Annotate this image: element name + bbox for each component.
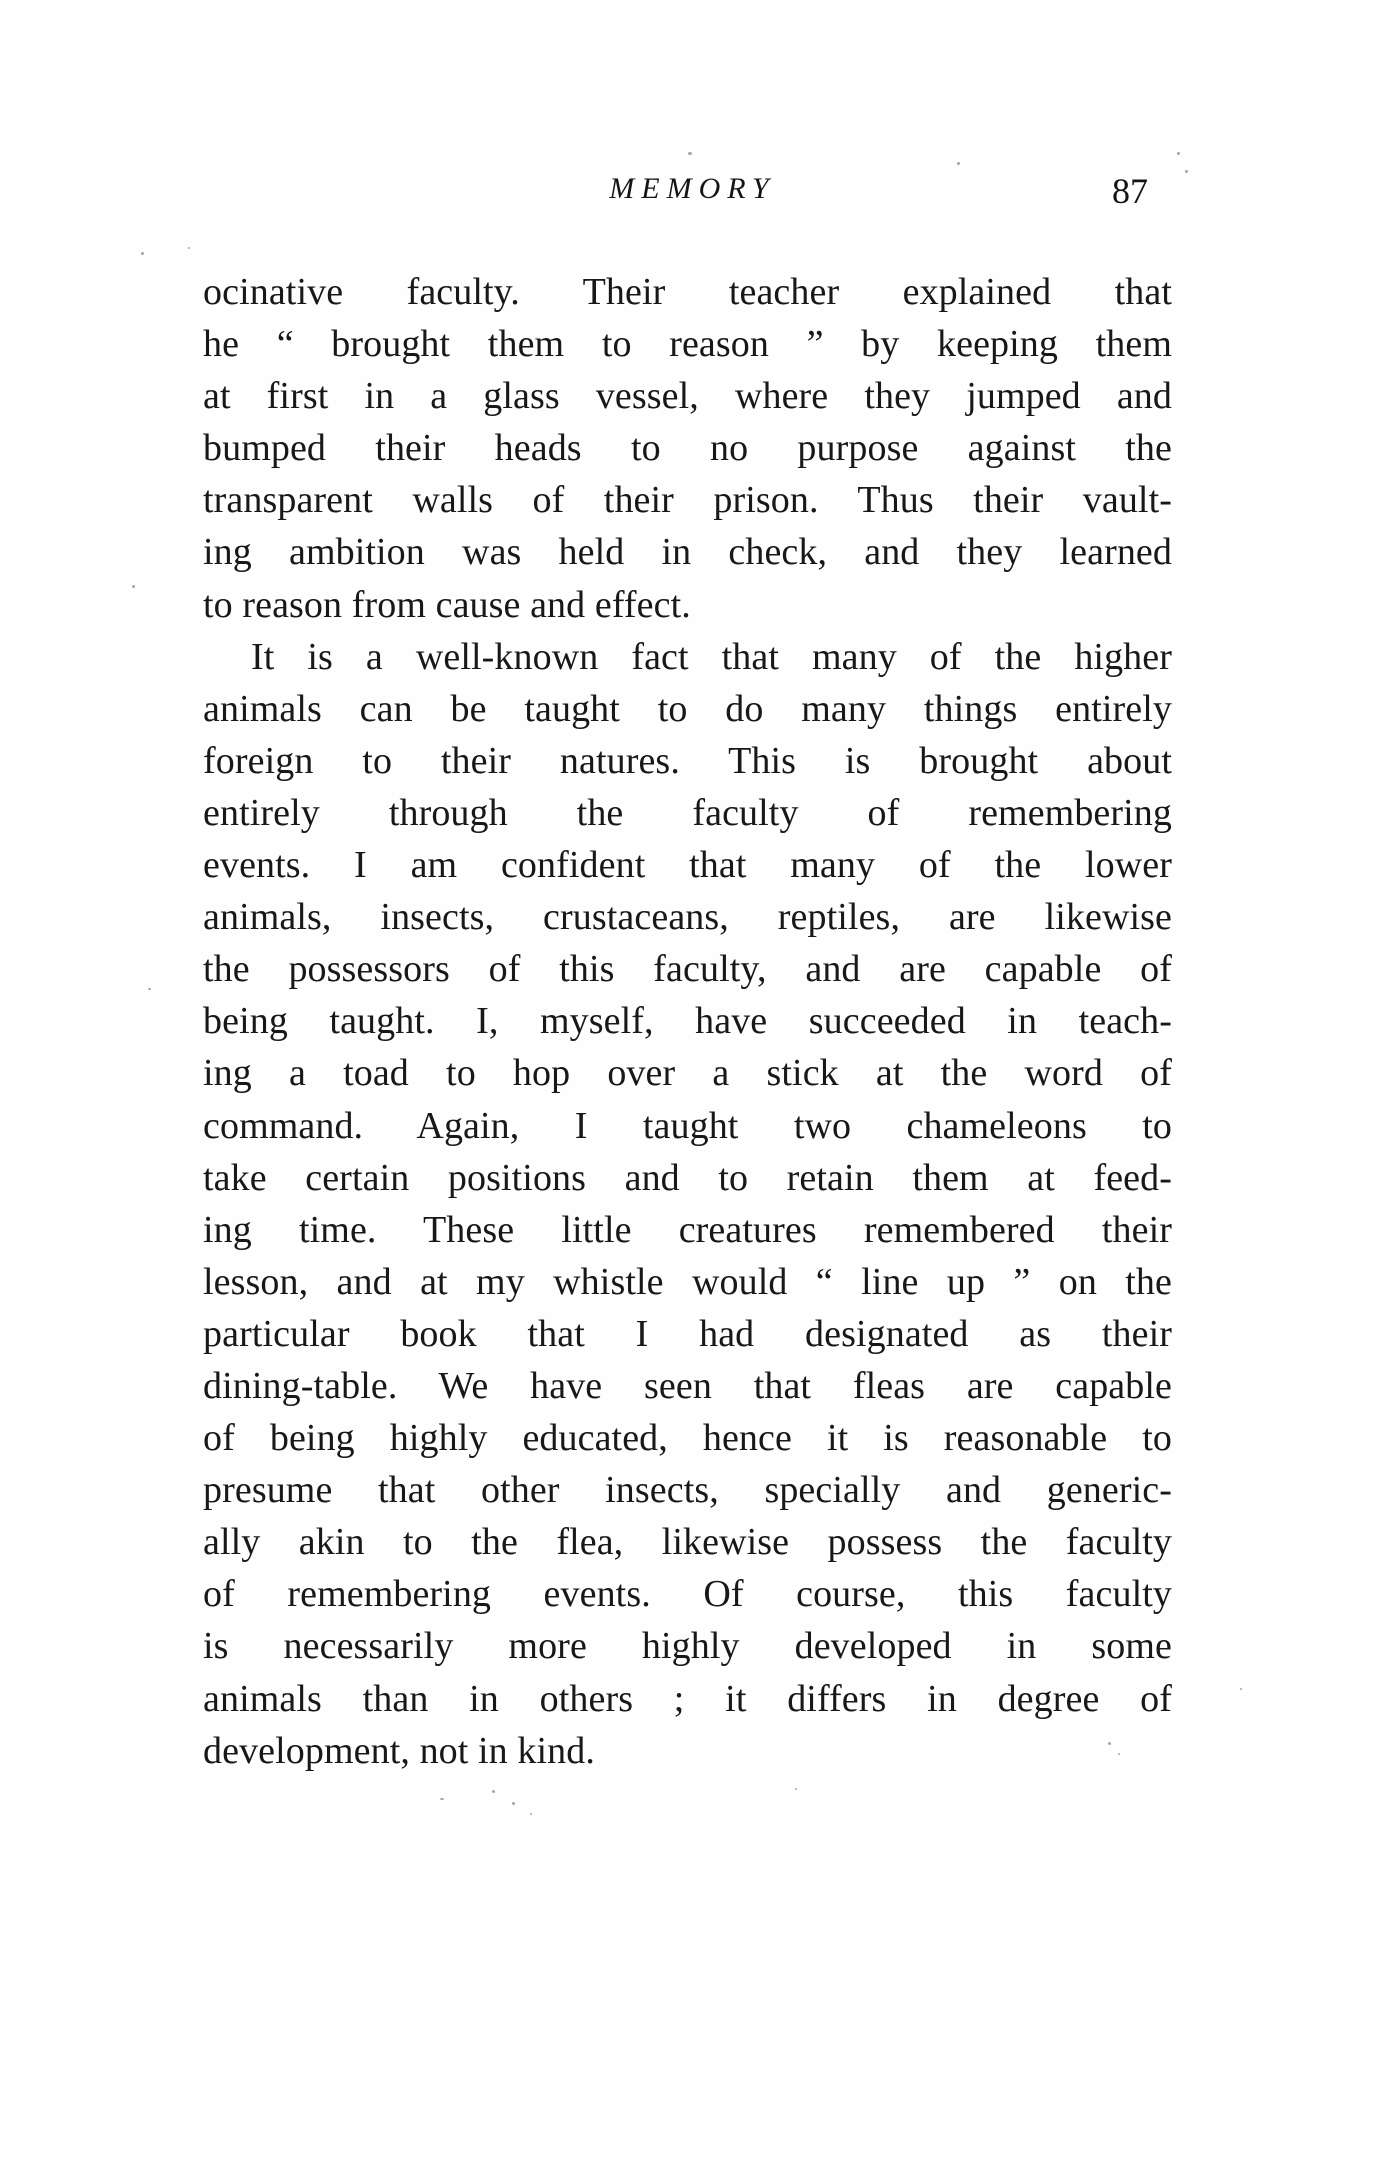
- scan-speck: [795, 1788, 797, 1790]
- text-line: animals than in others ; it differs in degree of: [203, 1677, 1172, 1720]
- text-line: he “ brought them to reason ” by keeping them: [203, 323, 1172, 366]
- text-line: being taught. I, myself, have succeeded in teach-: [203, 1000, 1172, 1043]
- text-line: events. I am confident that many of the lower: [203, 844, 1172, 887]
- text-line: ocinative faculty. Their teacher explained that: [203, 271, 1172, 313]
- text-line: ing ambition was held in check, and they learned: [203, 531, 1172, 574]
- text-line: transparent walls of their prison. Thus their vault-: [203, 479, 1172, 522]
- scan-speck: [1185, 170, 1188, 173]
- scan-speck: [688, 152, 692, 155]
- text-line: entirely through the faculty of remembering: [203, 791, 1172, 834]
- text-line: particular book that I had designated as their: [203, 1312, 1172, 1355]
- text-line: to reason from cause and effect.: [203, 583, 691, 626]
- scan-speck: [1118, 1753, 1120, 1755]
- text-line: of remembering events. Of course, this faculty: [203, 1573, 1172, 1616]
- text-line: It is a well-known fact that many of the higher: [251, 635, 1172, 678]
- scan-speck: [148, 988, 151, 990]
- scan-speck: [530, 1813, 532, 1815]
- text-line: take certain positions and to retain them at feed-: [203, 1156, 1172, 1199]
- scan-speck: [132, 585, 135, 588]
- text-line: development, not in kind.: [203, 1729, 595, 1772]
- scan-speck: [1108, 1742, 1111, 1745]
- scan-speck: [1177, 152, 1180, 155]
- scan-speck: [141, 252, 144, 255]
- running-header: [0, 172, 1385, 216]
- running-header-title: MEMORY: [609, 172, 776, 205]
- text-line: ing a toad to hop over a stick at the word of: [203, 1052, 1172, 1095]
- text-line: ally akin to the flea, likewise possess the faculty: [203, 1521, 1172, 1564]
- text-line: animals can be taught to do many things entirely: [203, 687, 1172, 730]
- body-text: [203, 266, 1172, 1777]
- text-line: presume that other insects, specially and generic-: [203, 1469, 1172, 1512]
- text-line: command. Again, I taught two chameleons to: [203, 1104, 1172, 1147]
- text-line: at first in a glass vessel, where they jumped and: [203, 375, 1172, 418]
- text-line: is necessarily more highly developed in some: [203, 1625, 1172, 1668]
- scan-speck: [957, 162, 960, 165]
- text-line: dining-table. We have seen that fleas are capable: [203, 1364, 1172, 1407]
- text-line: foreign to their natures. This is brought about: [203, 739, 1172, 782]
- text-line: animals, insects, crustaceans, reptiles, are likewise: [203, 896, 1172, 939]
- text-line: lesson, and at my whistle would “ line up ” on the: [203, 1260, 1172, 1303]
- paragraph: [203, 266, 1172, 631]
- scan-speck: [512, 1802, 515, 1805]
- text-line: the possessors of this faculty, and are capable of: [203, 948, 1172, 991]
- text-line: of being highly educated, hence it is reasonable to: [203, 1417, 1172, 1460]
- scan-speck: [492, 1790, 495, 1793]
- paragraph: [203, 631, 1172, 1777]
- scan-speck: [188, 247, 190, 249]
- text-line: ing time. These little creatures remembered their: [203, 1208, 1172, 1251]
- page-number: 87: [1112, 171, 1148, 211]
- text-line: bumped their heads to no purpose against the: [203, 427, 1172, 470]
- scan-speck: [440, 1798, 444, 1800]
- scan-speck: [1240, 1688, 1242, 1690]
